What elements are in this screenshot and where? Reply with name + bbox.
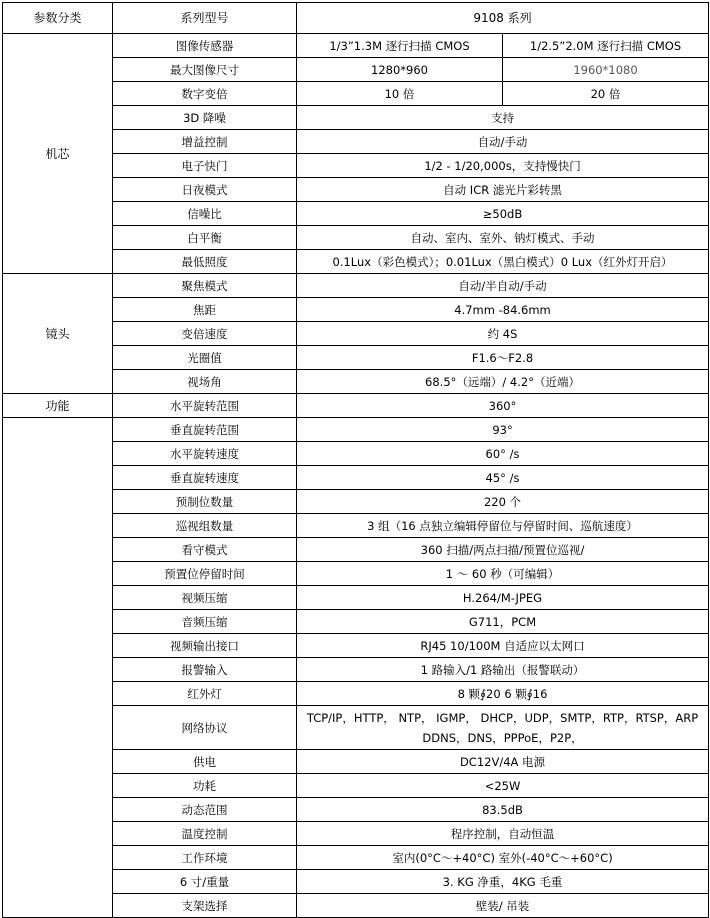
param-value: 360 扫描/两点扫描/预置位巡视/: [297, 538, 709, 562]
param-name: 看守模式: [113, 538, 297, 562]
param-value-a: 10 倍: [297, 82, 503, 106]
param-value: 45° /s: [297, 466, 709, 490]
table-row: [3, 418, 709, 442]
param-value: 0.1Lux（彩色模式）；0.01Lux（黑白模式）0 Lux（红外灯开启）: [297, 250, 709, 274]
header-category: 参数分类: [3, 3, 113, 34]
param-value-b: 20 倍: [503, 82, 709, 106]
param-name: 预制位数量: [113, 490, 297, 514]
param-value: G711，PCM: [297, 610, 709, 634]
param-value: 68.5°（远端）/ 4.2°（近端）: [297, 370, 709, 394]
param-name: 信噪比: [113, 202, 297, 226]
param-name: 红外灯: [113, 682, 297, 706]
param-name: 焦距: [113, 298, 297, 322]
param-value: 程序控制，自动恒温: [297, 822, 709, 846]
param-name: 日夜模式: [113, 178, 297, 202]
param-value: 83.5dB: [297, 798, 709, 822]
param-name: 垂直旋转速度: [113, 466, 297, 490]
param-name: 支架选择: [113, 894, 297, 918]
param-value: 1 ～ 60 秒（可编辑）: [297, 562, 709, 586]
param-name: 视频输出接口: [113, 634, 297, 658]
param-name: 工作环境: [113, 846, 297, 870]
param-value-b: 1960*1080: [503, 58, 709, 82]
param-value: H.264/M-JPEG: [297, 586, 709, 610]
param-value: 壁装/ 吊装: [297, 894, 709, 918]
param-value: 220 个: [297, 490, 709, 514]
param-value-a: 1280*960: [297, 58, 503, 82]
param-value: 8 颗∮20 6 颗∮16: [297, 682, 709, 706]
param-name: 白平衡: [113, 226, 297, 250]
param-value: 室内(0°C～+40°C) 室外(-40°C～+60°C): [297, 846, 709, 870]
param-name: 变倍速度: [113, 322, 297, 346]
param-name: 最大图像尺寸: [113, 58, 297, 82]
param-name: 光圈值: [113, 346, 297, 370]
param-name: 数字变倍: [113, 82, 297, 106]
param-value: 自动/半自动/手动: [297, 274, 709, 298]
header-row: [3, 3, 709, 34]
param-value: F1.6～F2.8: [297, 346, 709, 370]
param-value: 3. KG 净重，4KG 毛重: [297, 870, 709, 894]
param-name: 垂直旋转范围: [113, 418, 297, 442]
header-series-value: 9108 系列: [297, 3, 709, 34]
param-value: 自动、室内、室外、钠灯模式、手动: [297, 226, 709, 250]
param-name: 6 寸/重量: [113, 870, 297, 894]
param-value: TCP/IP，HTTP， NTP， IGMP， DHCP，UDP，SMTP，RTP，RTSP，ARP DDNS，DNS，PPPoE，P2P，: [297, 706, 709, 750]
param-value-b: 1/2.5”2.0M 逐行扫描 CMOS: [503, 34, 709, 58]
param-value: 360°: [297, 394, 709, 418]
param-value: 60° /s: [297, 442, 709, 466]
param-name: 功耗: [113, 774, 297, 798]
param-name: 预置位停留时间: [113, 562, 297, 586]
param-value: <25W: [297, 774, 709, 798]
param-value: 支持: [297, 106, 709, 130]
table-row: [3, 34, 709, 58]
table-row: [3, 394, 709, 418]
param-name: 3D 降噪: [113, 106, 297, 130]
param-value: 1 路输入/1 路输出（报警联动）: [297, 658, 709, 682]
table-row: [3, 274, 709, 298]
param-name: 水平旋转范围: [113, 394, 297, 418]
param-name: 音频压缩: [113, 610, 297, 634]
param-value-a: 1/3”1.3M 逐行扫描 CMOS: [297, 34, 503, 58]
param-value: ≥50dB: [297, 202, 709, 226]
param-name: 电子快门: [113, 154, 297, 178]
param-name: 最低照度: [113, 250, 297, 274]
param-name: 动态范围: [113, 798, 297, 822]
param-value: 自动 ICR 滤光片彩转黑: [297, 178, 709, 202]
category-lens: 镜头: [3, 274, 113, 394]
param-value: RJ45 10/100M 自适应以太网口: [297, 634, 709, 658]
param-value: 自动/手动: [297, 130, 709, 154]
param-value: 1/2 - 1/20,000s，支持慢快门: [297, 154, 709, 178]
param-name: 报警输入: [113, 658, 297, 682]
param-value: 93°: [297, 418, 709, 442]
param-value: 约 4S: [297, 322, 709, 346]
header-model-series: 系列型号: [113, 3, 297, 34]
param-name: 巡视组数量: [113, 514, 297, 538]
param-value: 4.7mm -84.6mm: [297, 298, 709, 322]
param-name: 聚焦模式: [113, 274, 297, 298]
category-other: [3, 418, 113, 918]
param-name: 水平旋转速度: [113, 442, 297, 466]
param-name: 温度控制: [113, 822, 297, 846]
param-name: 图像传感器: [113, 34, 297, 58]
param-name: 供电: [113, 750, 297, 774]
param-value: DC12V/4A 电源: [297, 750, 709, 774]
param-name: 增益控制: [113, 130, 297, 154]
param-name: 视场角: [113, 370, 297, 394]
category-function: 功能: [3, 394, 113, 418]
param-value: 3 组（16 点独立编辑停留位与停留时间、巡航速度）: [297, 514, 709, 538]
param-name: 视频压缩: [113, 586, 297, 610]
category-core: 机芯: [3, 34, 113, 274]
param-name: 网络协议: [113, 706, 297, 750]
spec-table: [2, 2, 709, 918]
